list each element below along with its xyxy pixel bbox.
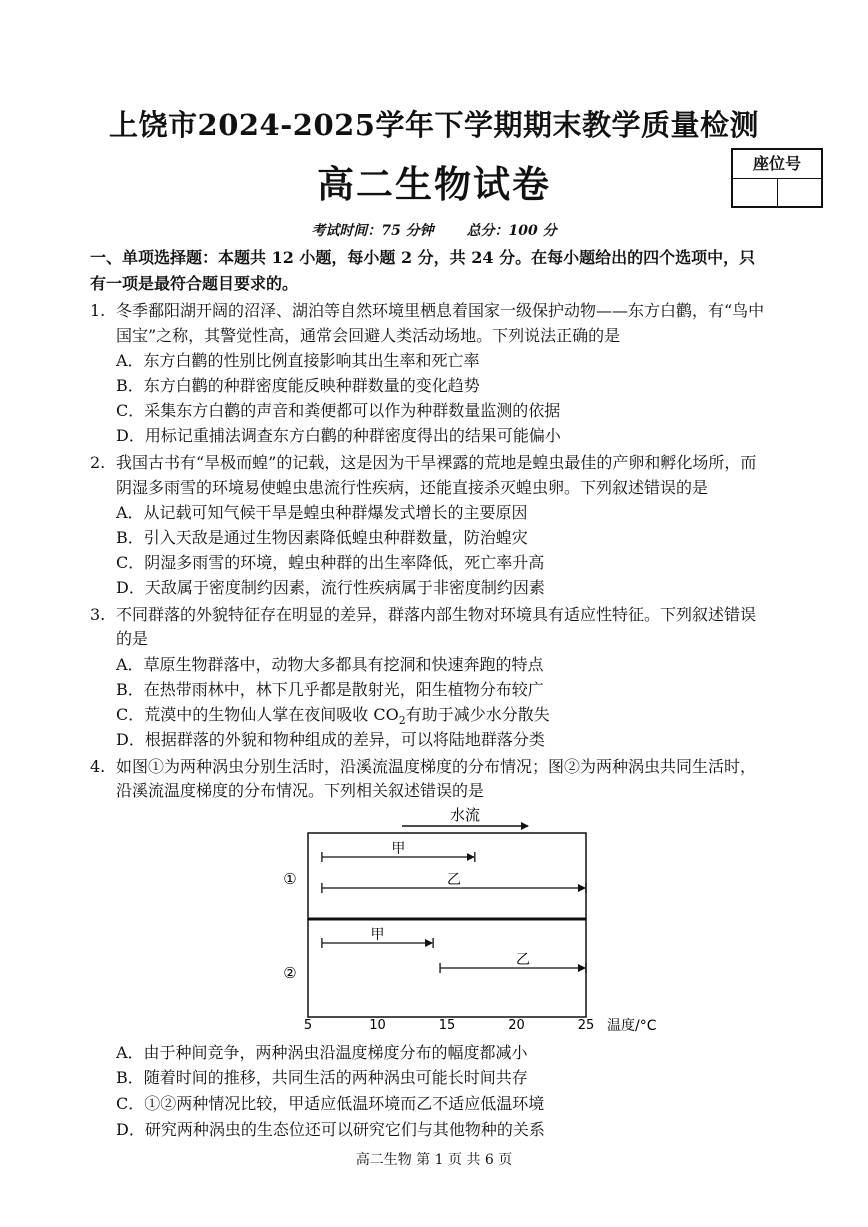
total-score: 总分：100 分 bbox=[466, 223, 557, 239]
x-tick-label: 10 bbox=[369, 1018, 386, 1033]
question-4-option-b: B．随着时间的推移，共同生活的两种涡虫可能长时间共存 bbox=[116, 1068, 528, 1087]
panel-1-bar-1 bbox=[322, 841, 475, 862]
question-4-option-d: D．研究两种涡虫的生态位还可以研究它们与其他物种的关系 bbox=[116, 1120, 545, 1139]
section-heading-line-2: 有一项是最符合题目要求的。 bbox=[90, 274, 299, 293]
question-4-stem-line-2: 沿溪流温度梯度的分布情况。下列相关叙述错误的是 bbox=[116, 781, 485, 800]
question-text: 如图①为两种涡虫分别生活时，沿溪流温度梯度的分布情况；图②为两种涡虫共同生活时， bbox=[116, 757, 757, 776]
x-tick-label: 25 bbox=[577, 1018, 595, 1033]
question-3-option-d: D．根据群落的外貌和物种组成的差异，可以将陆地群落分类 bbox=[116, 730, 545, 749]
exam-time: 考试时间：75 分钟 bbox=[311, 223, 434, 239]
question-2-option-d: D．天敌属于密度制约因素，流行性疾病属于非密度制约因素 bbox=[116, 578, 545, 597]
section-heading-line-1: 一、单项选择题：本题共 12 小题，每小题 2 分，共 24 分。在每小题给出的四个选项中，只 bbox=[90, 248, 756, 267]
subscript: 2 bbox=[398, 714, 406, 728]
question-1-option-d: D．用标记重捕法调查东方白鹳的种群密度得出的结果可能偏小 bbox=[116, 426, 561, 445]
exam-info bbox=[0, 220, 868, 240]
question-3-option-a: A．草原生物群落中，动物大多都具有挖洞和快速奔跑的特点 bbox=[116, 655, 544, 674]
x-tick-label: 5 bbox=[303, 1018, 313, 1033]
question-2-option-b: B．引入天敌是通过生物因素降低蝗虫种群数量，防治蝗灾 bbox=[116, 528, 528, 547]
question-1-option-c: C．采集东方白鹳的声音和粪便都可以作为种群数量监测的依据 bbox=[116, 401, 561, 420]
question-text: 不同群落的外貌特征存在明显的差异，群落内部生物对环境具有适应性特征。下列叙述错误 bbox=[116, 605, 757, 624]
page-footer: 高二生物 第 1 页 共 6 页 bbox=[355, 1152, 513, 1168]
panel-label-2: ② bbox=[283, 964, 297, 982]
question-number: 2. bbox=[90, 453, 106, 472]
x-axis-label: 温度/°C bbox=[607, 1018, 657, 1034]
seat-number-cell-2 bbox=[778, 179, 822, 207]
question-1-stem-line-1 bbox=[90, 299, 764, 323]
panel-1-bar-2 bbox=[322, 872, 586, 893]
question-3-option-b: B．在热带雨林中，林下几乎都是散射光，阳生植物分布较广 bbox=[116, 680, 544, 699]
question-4-option-c: C．①②两种情况比较，甲适应低温环境而乙不适应低温环境 bbox=[116, 1094, 545, 1113]
question-3-stem-line-2: 的是 bbox=[116, 629, 149, 648]
panel-2-bar-1-label: 甲 bbox=[370, 927, 385, 943]
question-4-option-a: A．由于种间竞争，两种涡虫沿温度梯度分布的幅度都减小 bbox=[116, 1043, 528, 1062]
subject-title: 高二生物试卷 bbox=[317, 162, 551, 206]
question-text: 冬季鄱阳湖开阔的沼泽、湖泊等自然环境里栖息着国家一级保护动物——东方白鹳，有“鸟中 bbox=[116, 301, 765, 320]
option-text: C．荒漠中的生物仙人掌在夜间吸收 CO bbox=[116, 705, 399, 724]
option-text-rest: 有助于减少水分散失 bbox=[405, 705, 550, 724]
question-3-stem-line-1 bbox=[90, 603, 756, 627]
question-2-option-c: C．阴湿多雨雪的环境，蝗虫种群的出生率降低，死亡率升高 bbox=[116, 553, 545, 572]
question-2-stem-line-2: 阴湿多雨雪的环境易使蝗虫患流行性疾病，还能直接杀灭蝗虫卵。下列叙述错误的是 bbox=[116, 478, 709, 497]
x-tick-label: 20 bbox=[508, 1018, 525, 1033]
seat-number-cell-1 bbox=[733, 179, 778, 207]
question-number: 1. bbox=[90, 301, 106, 320]
panel-2-bar-2-label: 乙 bbox=[516, 952, 531, 968]
panel-2-bar-1 bbox=[322, 927, 433, 948]
seat-number-box bbox=[731, 148, 823, 208]
question-number: 3. bbox=[90, 605, 106, 624]
seat-number-label: 座位号 bbox=[733, 150, 821, 179]
panel-1-bar-2-label: 乙 bbox=[446, 872, 461, 888]
exam-title: 上饶市2024-2025学年下学期期末教学质量检测 bbox=[109, 108, 759, 142]
x-tick-label: 15 bbox=[438, 1018, 456, 1033]
flow-label: 水流 bbox=[449, 806, 481, 824]
question-1-option-b: B．东方白鹳的种群密度能反映种群数量的变化趋势 bbox=[116, 376, 480, 395]
panel-label-1: ① bbox=[283, 870, 297, 888]
question-2-stem-line-1 bbox=[90, 451, 756, 475]
panel-2-bar-2 bbox=[440, 952, 586, 973]
question-1-option-a: A．东方白鹳的性别比例直接影响其出生率和死亡率 bbox=[116, 351, 480, 370]
question-1-stem-line-2: 国宝”之称，其警觉性高，通常会回避人类活动场地。下列说法正确的是 bbox=[116, 326, 621, 345]
question-text: 我国古书有“旱极而蝗”的记载，这是因为干旱裸露的荒地是蝗虫最佳的产卵和孵化场所，而 bbox=[116, 453, 757, 472]
question-number: 4. bbox=[90, 757, 106, 776]
question-4-stem-line-1 bbox=[90, 755, 756, 779]
temperature-distribution-figure bbox=[270, 800, 700, 1040]
question-2-option-a: A．从记载可知气候干旱是蝗虫种群爆发式增长的主要原因 bbox=[116, 503, 528, 522]
panel-1-bar-1-label: 甲 bbox=[391, 841, 406, 857]
